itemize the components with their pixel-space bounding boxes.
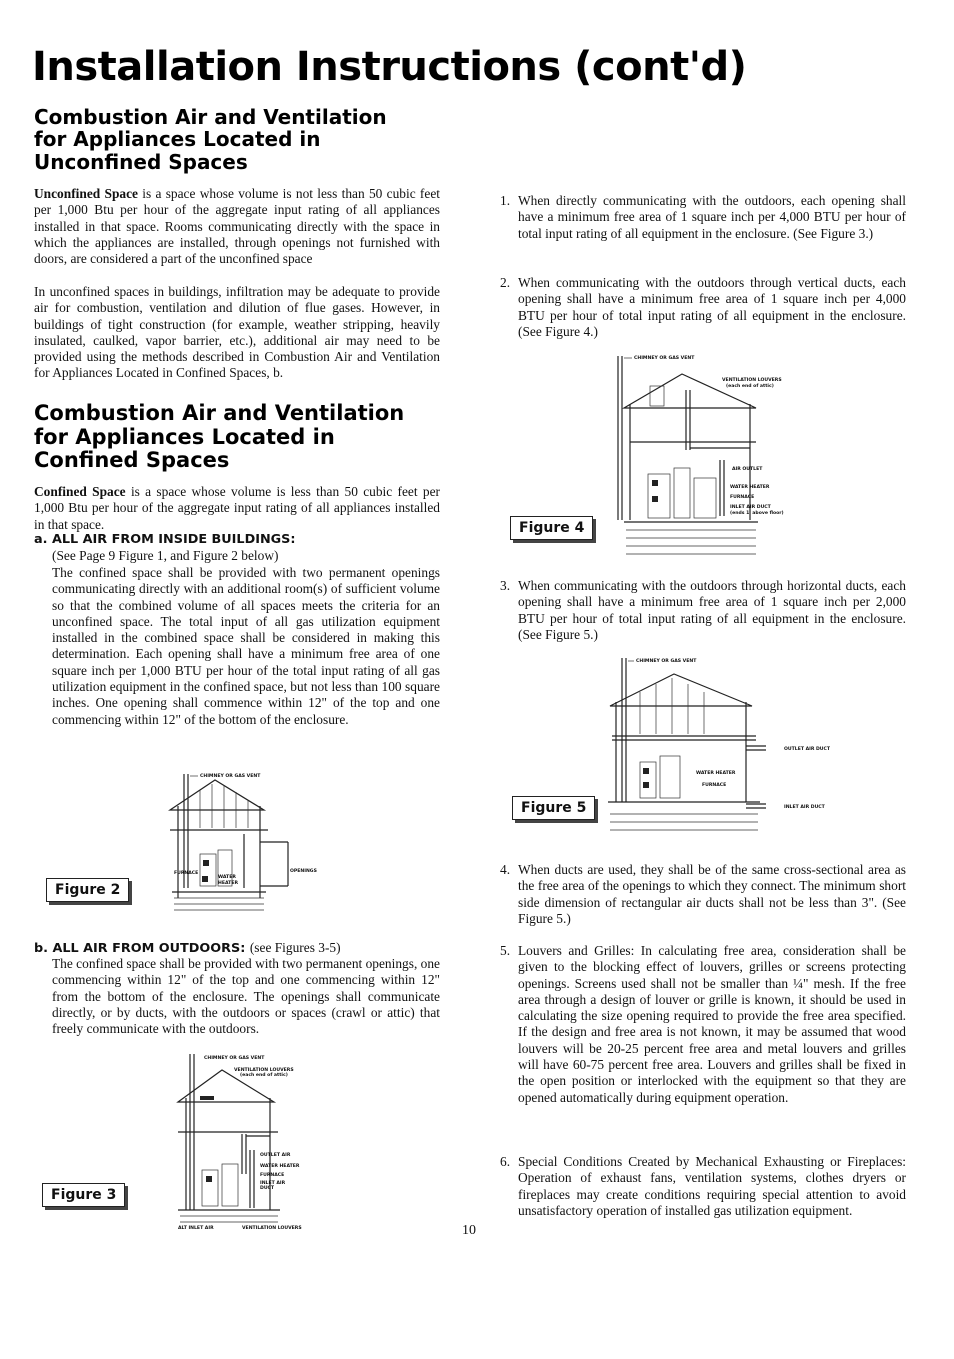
list-item <box>500 943 906 1106</box>
sub-b-ref: (see Figures 3-5) <box>249 940 341 955</box>
heading-line: Confined Spaces <box>34 448 230 473</box>
term: Unconfined Space <box>34 186 138 201</box>
heading-line: for Appliances Located in <box>34 424 335 449</box>
definition-text: is a space whose volume is less than 50 cubic feet per 1,000 Btu per hour of the aggregate input rating of all appliances installed in that space. <box>34 484 440 532</box>
item-number: 6. <box>500 1154 511 1169</box>
section-heading-unconfined <box>34 106 387 173</box>
sub-a-text: The confined space shall be provided with two permanent openings communicating directly with an additional room(s) of sufficient volume so that the combined volume of all spaces meets the criteria for an unconfined space. The total input of all gas utilization equipment installed in the combined space shall be considered in making this determination. Each opening shall have a minimum free area of one square inch per 1,000 BTU per hour of the total input rating of all gas utilization equipment in the confined space, but not less than 100 square inches. One opening shall commence within 12" of the top and one commencing within 12" of the bottom of the enclosure. <box>52 565 440 727</box>
fig2-heater-label: HEATER <box>218 881 238 886</box>
fig4-furnace-label: FURNACE <box>730 495 755 500</box>
sub-a-heading: a. ALL AIR FROM INSIDE BUILDINGS: <box>34 532 296 547</box>
fig2-water-label: WATER <box>218 875 236 880</box>
figure-5-label: Figure 5 <box>512 796 595 820</box>
sub-b-heading <box>34 940 341 956</box>
fig4-louvers-label: VENTILATION LOUVERS <box>722 378 782 383</box>
item-number: 3. <box>500 578 511 593</box>
sub-b-text: The confined space shall be provided with two permanent openings, one commencing within 12" of the top and one commencing within 12" from the bottom of the enclosure. The openings shall communicate directly, or by ducts, with the outdoors or spaces (crawl or attic) that freely communicate with the outdoors. <box>52 956 440 1037</box>
fig3-vent-louvers-label: VENTILATION LOUVERS <box>242 1226 302 1231</box>
figure-2-label: Figure 2 <box>46 878 129 902</box>
page-title: Installation Instructions (cont'd) <box>32 44 747 90</box>
fig4-chimney-label: CHIMNEY OR GAS VENT <box>634 356 695 361</box>
fig3-louvers-label: VENTILATION LOUVERS <box>234 1068 294 1073</box>
list-item <box>500 862 906 927</box>
fig4-inlet-label: INLET AIR DUCT <box>730 505 771 510</box>
item-number: 5. <box>500 943 511 958</box>
fig3-furnace-label: FURNACE <box>260 1173 285 1178</box>
list-item <box>500 578 906 643</box>
confined-definition <box>34 484 440 533</box>
term: Confined Space <box>34 484 126 499</box>
page-number: 10 <box>462 1223 476 1238</box>
unconfined-paragraph: In unconfined spaces in buildings, infiltration may be adequate to provide air for combustion, ventilation and dilution of flue gases. However, in buildings of tight construction (for example, weather stripping, heavily insulated, caulked, vapor barrier, etc.), additional air may need to be provided using the methods described in Combustion Air and Ventilation for Appliances Located in Confined Spaces, b. <box>34 284 440 381</box>
fig5-outlet-label: OUTLET AIR DUCT <box>784 747 831 752</box>
heading-line: for Appliances Located in <box>34 127 321 152</box>
figure-2-diagram <box>160 768 330 918</box>
sub-a-ref: (See Page 9 Figure 1, and Figure 2 below) <box>52 548 279 563</box>
fig3-chimney-label: CHIMNEY OR GAS VENT <box>204 1056 265 1061</box>
figure-3-diagram <box>170 1050 330 1232</box>
fig2-furnace-label: FURNACE <box>174 871 199 876</box>
definition-text: is a space whose volume is not less than 50 cubic feet per 1,000 Btu per hour of the aggregate input rating of all appliances installed in that space. Rooms communicating directly with the space in which the appliances are installed, through openings not furnished with doors, are considered a part of the unconfined space <box>34 186 440 267</box>
fig5-water-heater-label: WATER HEATER <box>696 771 736 776</box>
heading-line: Unconfined Spaces <box>34 149 248 174</box>
fig3-inlet-label: INLET AIR <box>260 1181 286 1186</box>
fig3-louvers-sub: (each end of attic) <box>240 1073 288 1078</box>
fig2-chimney-label: CHIMNEY OR GAS VENT <box>200 774 261 779</box>
fig4-louvers-sub: (each end of attic) <box>726 384 774 389</box>
figure-3-label: Figure 3 <box>42 1183 125 1207</box>
list-item <box>500 275 906 340</box>
item-number: 1. <box>500 193 511 208</box>
unconfined-definition <box>34 186 440 267</box>
item-text: When directly communicating with the outdoors, each opening shall have a minimum free area of 1 square inch per 4,000 BTU per hour of total input rating of all equipment in the enclosure. (See Figure 3.) <box>518 193 906 241</box>
item-number: 4. <box>500 862 511 877</box>
list-item <box>500 1154 906 1219</box>
item-text: When communicating with the outdoors through horizontal ducts, each opening shall have a minimum free area of 1 square inch per 2,000 BTU per hour of total input rating of all equipment in the enclosure. (See Figure 5.) <box>518 578 906 642</box>
fig3-outlet-label: OUTLET AIR <box>260 1153 291 1158</box>
fig3-water-heater-label: WATER HEATER <box>260 1164 300 1169</box>
item-text: When ducts are used, they shall be of the same cross-sectional area as the free area of the openings to which they connect. The minimum short side dimension of rectangular air ducts shall not be less than 3". (See Figure 5.) <box>518 862 906 926</box>
fig3-inlet-duct-label: DUCT <box>260 1186 275 1191</box>
figure-4-diagram <box>610 350 800 562</box>
sub-b-title: b. ALL AIR FROM OUTDOORS: <box>34 941 246 956</box>
fig4-water-heater-label: WATER HEATER <box>730 485 770 490</box>
fig5-furnace-label: FURNACE <box>702 783 727 788</box>
item-number: 2. <box>500 275 511 290</box>
section-heading-confined <box>34 402 404 473</box>
figure-4-label: Figure 4 <box>510 516 593 540</box>
figure-5-diagram <box>600 652 850 842</box>
fig4-air-outlet-label: AIR OUTLET <box>732 467 763 472</box>
fig3-alt-inlet-label: ALT INLET AIR <box>178 1226 214 1231</box>
item-text: Special Conditions Created by Mechanical Exhausting or Fireplaces: Operation of exhaust fans, ventilation systems, clothes dryers or fireplaces may create conditions requiring special attention to avoid unsatisfactory operation of installed gas utilization equipment. <box>518 1154 906 1218</box>
fig2-openings-label: OPENINGS <box>290 869 317 874</box>
item-text: Louvers and Grilles: In calculating free area, consideration shall be given to the blocking effect of louvers, grilles or screens protecting openings. Screens used shall not be smaller than ¼" mesh. If the free area through a design of louver or grille is known, it should be used in calculating the size opening required to provide the free area specified. If the design and free area is not known, it may be assumed that wood louvers will be 20-25 percent free area and metal louvers and grilles will have 60-75 percent free area. Louvers and grilles shall be fixed in the open position or interlocked with the equipment so that they are opened automatically during equipment operation. <box>518 943 906 1105</box>
fig4-inlet-sub: (ends 1' above floor) <box>730 511 784 516</box>
item-text: When communicating with the outdoors through vertical ducts, each opening shall have a minimum free area of 1 square inch per 4,000 BTU per hour of total input rating of all equipment in the enclosure. (See Figure 4.) <box>518 275 906 339</box>
fig5-inlet-label: INLET AIR DUCT <box>784 805 825 810</box>
fig5-chimney-label: CHIMNEY OR GAS VENT <box>636 659 697 664</box>
heading-line: Combustion Air and Ventilation <box>34 401 405 425</box>
list-item <box>500 193 906 242</box>
heading-line: Combustion Air and Ventilation <box>34 105 387 129</box>
